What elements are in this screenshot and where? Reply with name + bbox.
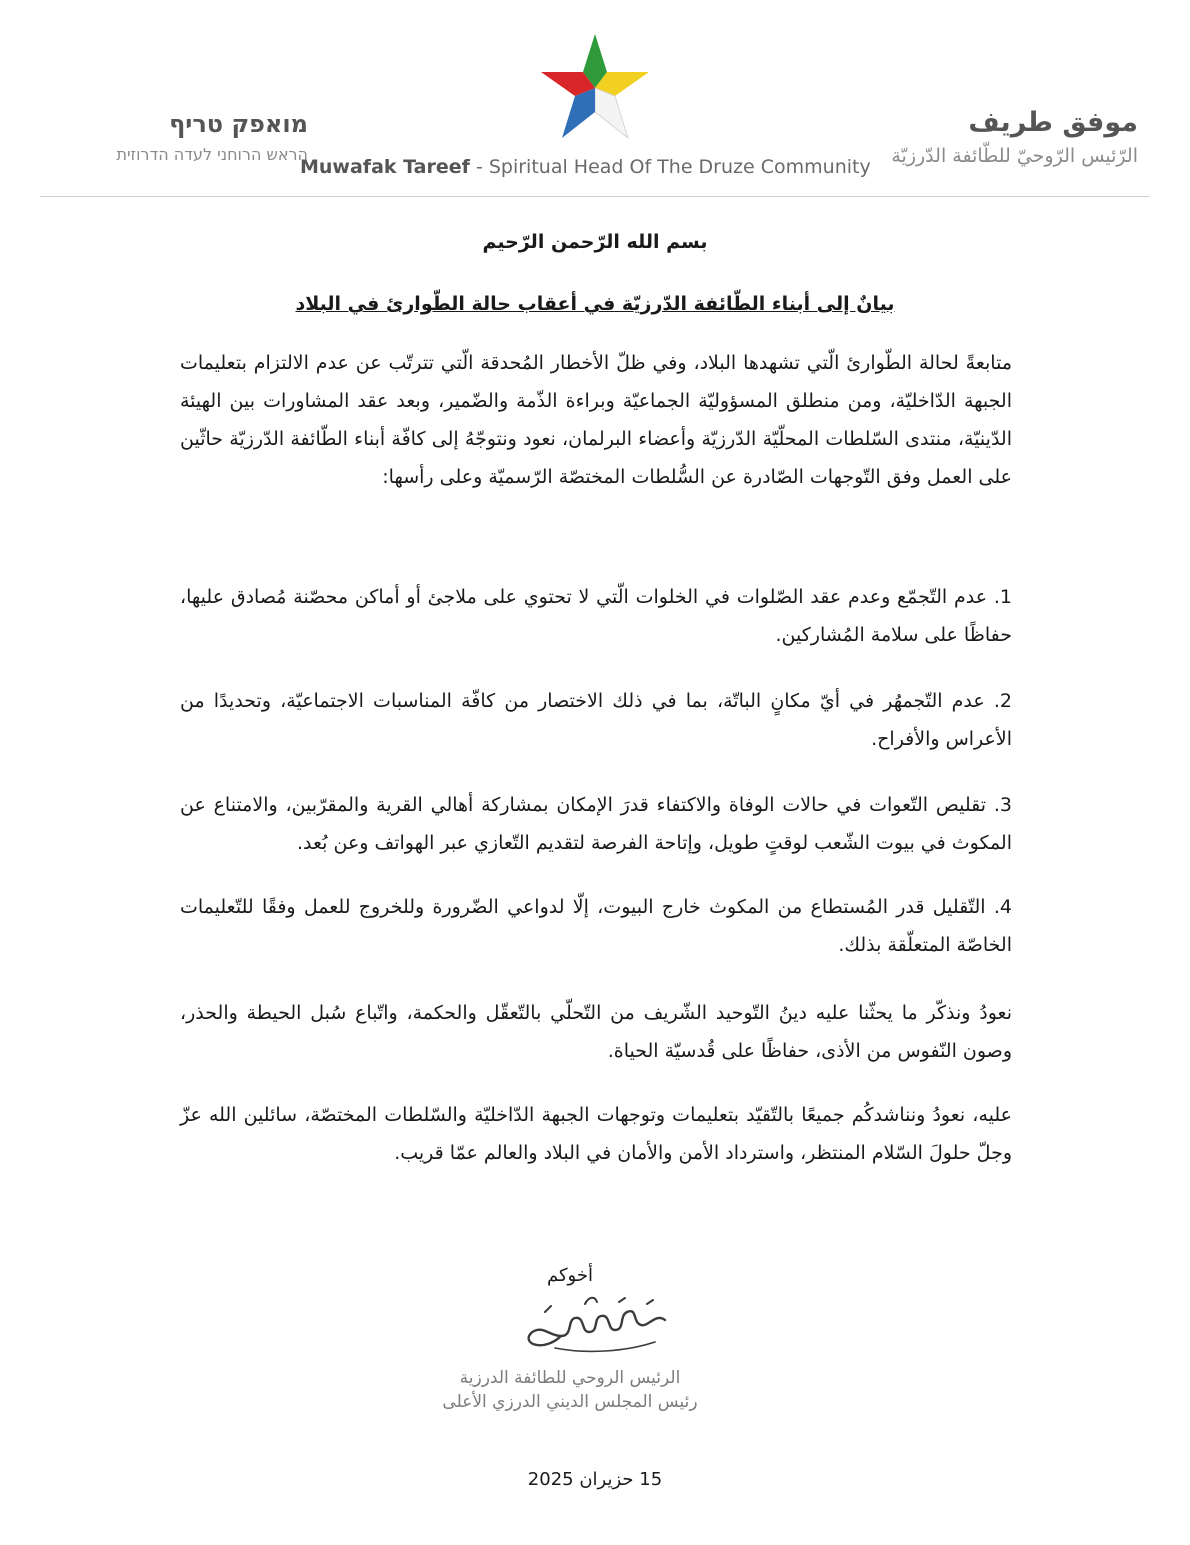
signature-title (400, 1366, 740, 1414)
signature-title-line-1: الرئيس الروحي للطائفة الدرزية (459, 1368, 681, 1388)
list-item-1: 1. عدم التّجمّع وعدم عقد الصّلوات في الخلوات الّتي لا تحتوي على ملاجئ أو أماكن محصّنة مُصادق عليها، حفاظًا على سلامة المُشاركين. (180, 586, 1012, 646)
list-item-3: 3. تقليص التّعوات في حالات الوفاة والاكتفاء قدرَ الإمكان بمشاركة أهالي القرية والمقرّبين، والامتناع عن المكوث في بيوت الشّعب لوقتٍ طويل، وإتاحة الفرصة لتقديم التّعازي عبر الهواتف وعن بُعد. (180, 794, 1012, 854)
arabic-title: الرّئيس الرّوحيّ للطّائفة الدّرزيّة (891, 145, 1138, 167)
english-tagline (300, 156, 871, 178)
reminder-paragraph: نعودُ ونذكّر ما يحثّنا عليه دينُ التّوحيد الشّريف من التّحلّي بالتّعقّل والحكمة، واتّباع سُبل الحيطة والحذر، وصون النّفوس من الأذى، حفاظًا على قُدسيّة الحياة. (180, 1002, 1012, 1062)
header-divider (40, 196, 1150, 197)
hebrew-name: מואפק טריף (169, 110, 308, 138)
star-white-segment (595, 88, 628, 138)
list-item-2: 2. عدم التّجمهُر في أيّ مكانٍ الباتّة، بما في ذلك الاختصار من كافّة المناسبات الاجتماعيّة، وتحديدًا من الأعراس والأفراح. (180, 690, 1012, 750)
list-item-4: 4. التّقليل قدر المُستطاع من المكوث خارج البيوت، إلّا لدواعي الضّرورة وللخروج للعمل وفقًا للتّعليمات الخاصّة المتعلّقة بذلك. (180, 896, 1012, 956)
statement-heading: بيانٌ إلى أبناء الطّائفة الدّرزيّة في أعقاب حالة الطّوارئ في البلاد (295, 293, 895, 315)
star-blue-segment (562, 88, 595, 138)
intro-paragraph: متابعةً لحالة الطّوارئ الّتي تشهدها البلاد، وفي ظلّ الأخطار المُحدقة الّتي تترتّب عن عدم الالتزام بتعليمات الجبهة الدّاخليّة، ومن منطلق المسؤوليّة الجماعيّة وبراءة الذّمة والضّمير، وبعد عقد المشاورات بين الهيئة الدّينيّة، منتدى السّلطات المحلّيّة الدّرزيّة وأعضاء البرلمان، نعود ونتوجّهُ إلى كافّة أبناء الطّائفة الدّرزيّة حاثّين على العمل وفق التّوجهات الصّادرة عن السُّلطات المختصّة الرّسميّة وعلى رأسها: (180, 352, 1012, 488)
hebrew-title: הראש הרוחני לעדה הדרוזית (116, 145, 308, 164)
closing-salutation: أخوكم (547, 1265, 593, 1286)
basmala: بسم الله الرّحمن الرّحيم (482, 231, 708, 253)
english-title: - Spiritual Head Of The Druze Community (475, 156, 871, 178)
handwritten-signature (515, 1290, 675, 1360)
arabic-name: موفق طريف (968, 107, 1138, 138)
signature-title-line-2: رئيس المجلس الديني الدرزي الأعلى (442, 1392, 698, 1412)
closing-paragraph: عليه، نعودُ ونناشدكُم جميعًا بالتّقيّد بتعليمات وتوجهات الجبهة الدّاخليّة والسّلطات المختصّة، سائلين الله عزّ وجلّ حلولَ السّلام المنتظر، واسترداد الأمن والأمان في البلاد والعالم عمّا قريب. (180, 1104, 1012, 1164)
english-name: Muwafak Tareef (300, 156, 470, 178)
header-hebrew-block (48, 106, 308, 168)
document-date: 15 حزيران 2025 (527, 1469, 663, 1490)
druze-star-logo (535, 28, 655, 148)
